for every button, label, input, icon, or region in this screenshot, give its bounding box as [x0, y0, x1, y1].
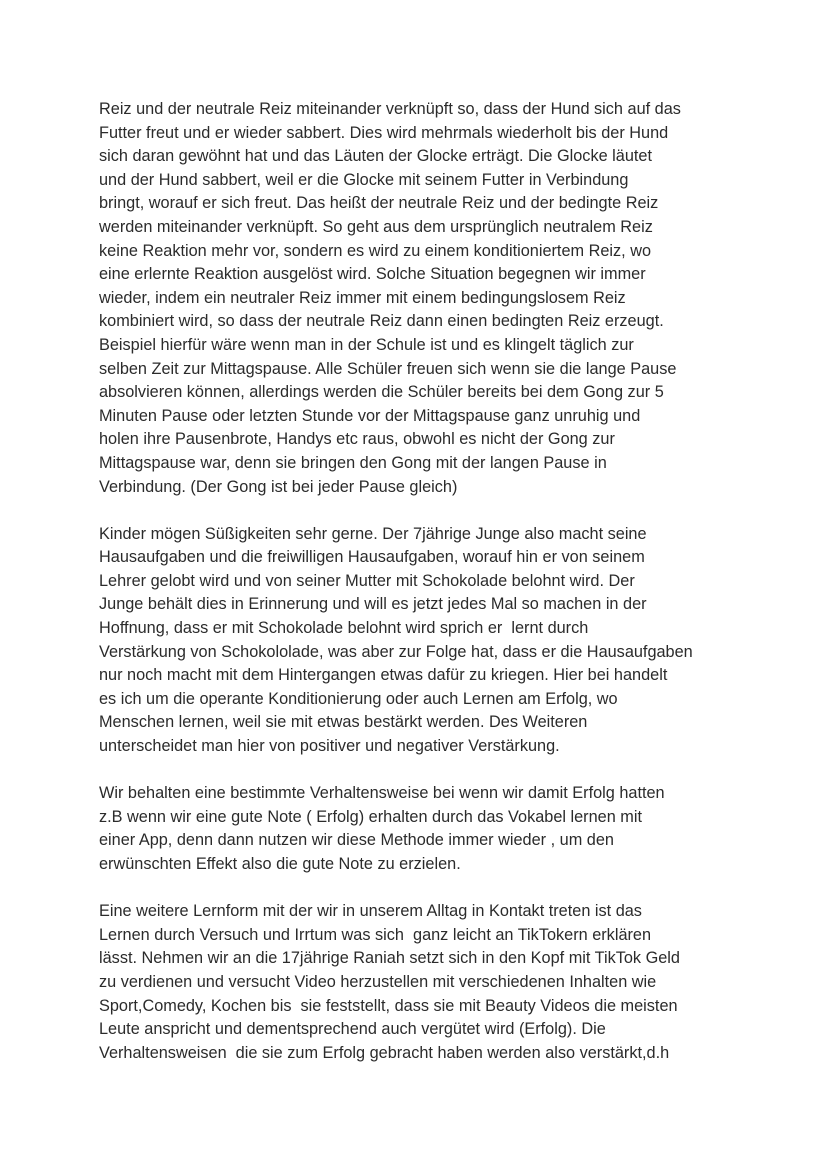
text-line: Kinder mögen Süßigkeiten sehr gerne. Der 7jährige Junge also macht seine — [99, 524, 647, 543]
text-line: Hoffnung, dass er mit Schokolade belohnt wird sprich er lernt durch — [99, 619, 589, 638]
text-line: Leute anspricht und dementsprechend auch vergütet wird (Erfolg). Die — [99, 1020, 606, 1039]
text-line: unterscheidet man hier von positiver und negativer Verstärkung. — [99, 737, 560, 756]
text-line: Verhaltensweisen die sie zum Erfolg gebracht haben werden also verstärkt,d.h — [99, 1043, 670, 1062]
text-line: Junge behält dies in Erinnerung und will es jetzt jedes Mal so machen in der — [99, 595, 647, 614]
text-line: Hausaufgaben und die freiwilligen Hausaufgaben, worauf hin er von seinem — [99, 548, 645, 567]
paragraph-1 — [99, 98, 739, 499]
text-line: Sport,Comedy, Kochen bis sie feststellt, dass sie mit Beauty Videos die meisten — [99, 996, 678, 1015]
text-line: einer App, denn dann nutzen wir diese Methode immer wieder , um den — [99, 831, 614, 850]
paragraph-3 — [99, 782, 739, 876]
text-line: absolvieren können, allerdings werden die Schüler bereits bei dem Gong zur 5 — [99, 383, 664, 402]
text-line: keine Reaktion mehr vor, sondern es wird zu einem konditioniertem Reiz, wo — [99, 241, 652, 260]
text-line: holen ihre Pausenbrote, Handys etc raus, obwohl es nicht der Gong zur — [99, 430, 615, 449]
text-line: Menschen lernen, weil sie mit etwas bestärkt werden. Des Weiteren — [99, 713, 588, 732]
text-line: Verbindung. (Der Gong ist bei jeder Pause gleich) — [99, 477, 458, 496]
text-line: Verstärkung von Schokololade, was aber zur Folge hat, dass er die Hausaufgaben — [99, 642, 693, 661]
text-line: werden miteinander verknüpft. So geht aus dem ursprünglich neutralem Reiz — [99, 217, 653, 236]
text-line: Futter freut und er wieder sabbert. Dies wird mehrmals wiederholt bis der Hund — [99, 123, 669, 142]
document-body — [99, 98, 739, 1065]
text-line: und der Hund sabbert, weil er die Glocke mit seinem Futter in Verbindung — [99, 170, 629, 189]
text-line: Reiz und der neutrale Reiz miteinander verknüpft so, dass der Hund sich auf das — [99, 100, 681, 118]
paragraph-2 — [99, 523, 739, 759]
text-line: Minuten Pause oder letzten Stunde vor der Mittagspause ganz unruhig und — [99, 406, 641, 425]
text-line: Wir behalten eine bestimmte Verhaltensweise bei wenn wir damit Erfolg hatten — [99, 784, 665, 803]
paragraph-4 — [99, 900, 739, 1065]
text-line: Beispiel hierfür wäre wenn man in der Schule ist und es klingelt täglich zur — [99, 335, 634, 354]
text-line: Mittagspause war, denn sie bringen den Gong mit der langen Pause in — [99, 453, 607, 472]
text-line: kombiniert wird, so dass der neutrale Reiz dann einen bedingten Reiz erzeugt. — [99, 312, 664, 331]
text-line: Lehrer gelobt wird und von seiner Mutter mit Schokolade belohnt wird. Der — [99, 571, 635, 590]
text-line: bringt, worauf er sich freut. Das heißt der neutrale Reiz und der bedingte Reiz — [99, 194, 659, 213]
text-line: selben Zeit zur Mittagspause. Alle Schüler freuen sich wenn sie die lange Pause — [99, 359, 677, 378]
text-line: lässt. Nehmen wir an die 17jährige Raniah setzt sich in den Kopf mit TikTok Geld — [99, 949, 680, 968]
text-line: erwünschten Effekt also die gute Note zu erzielen. — [99, 855, 461, 873]
text-line: eine erlernte Reaktion ausgelöst wird. Solche Situation begegnen wir immer — [99, 265, 646, 284]
text-line: Eine weitere Lernform mit der wir in unserem Alltag in Kontakt treten ist das — [99, 902, 642, 921]
text-line: z.B wenn wir eine gute Note ( Erfolg) erhalten durch das Vokabel lernen mit — [99, 807, 642, 826]
text-line: es ich um die operante Konditionierung oder auch Lernen am Erfolg, wo — [99, 689, 618, 708]
text-line: nur noch macht mit dem Hintergangen etwas dafür zu kriegen. Hier bei handelt — [99, 666, 668, 685]
text-line: sich daran gewöhnt hat und das Läuten der Glocke erträgt. Die Glocke läutet — [99, 147, 652, 166]
text-line: zu verdienen und versucht Video herzustellen mit verschiedenen Inhalten wie — [99, 972, 657, 991]
text-line: wieder, indem ein neutraler Reiz immer mit einem bedingungslosem Reiz — [99, 288, 626, 307]
text-line: Lernen durch Versuch und Irrtum was sich ganz leicht an TikTokern erklären — [99, 925, 652, 944]
